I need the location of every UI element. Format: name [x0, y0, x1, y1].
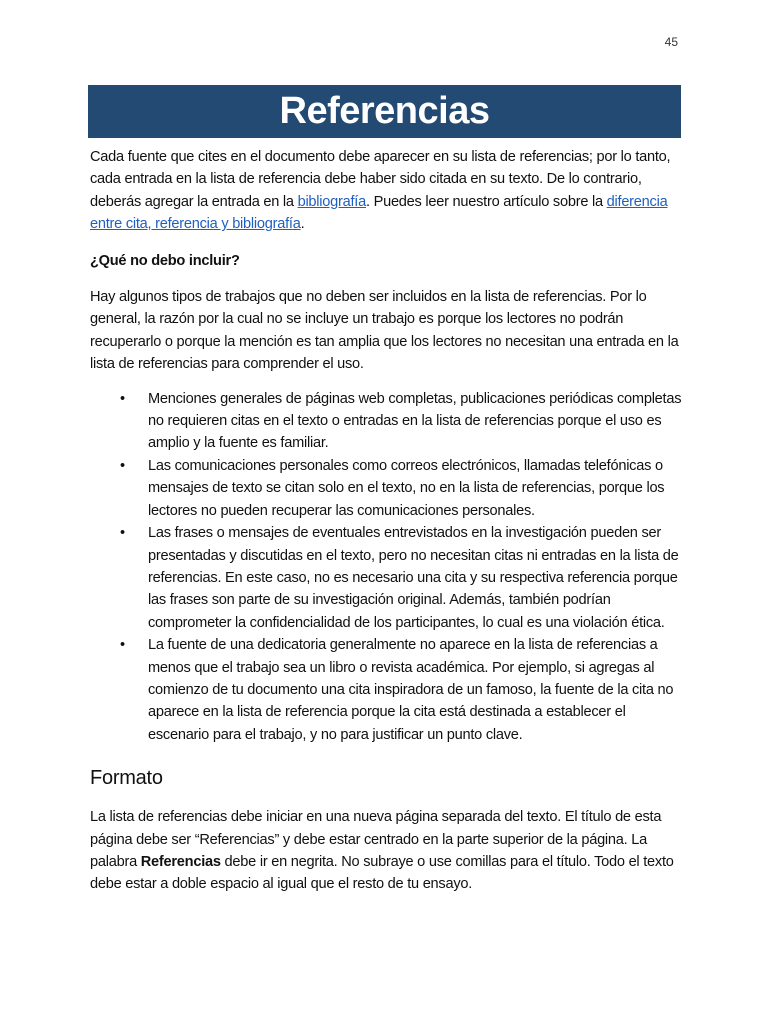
- document-body: [90, 146, 682, 896]
- bullet-list: [90, 388, 682, 747]
- title-banner: [88, 85, 681, 138]
- list-item: [120, 388, 682, 455]
- list-item-text: Las frases o mensajes de eventuales entrevistados en la investigación pueden ser presentadas y discutidas en el texto, pero no necesitan citas ni entradas en la lista de referencias. En este caso, no es necesario una cita y su respectiva referencia porque las frases son parte de su investigación original. Además, también podrían comprometer la confidencialidad de los participantes, lo cual es una violación ética.: [148, 525, 679, 631]
- difference-article-link[interactable]: diferencia entre cita, referencia y bibliografía: [90, 193, 668, 233]
- intro-text-2: . Puedes leer nuestro artículo sobre la: [365, 193, 607, 210]
- page-title: Referencias: [279, 90, 490, 132]
- format-heading: Formato: [90, 767, 163, 790]
- bullet-icon: •: [120, 457, 125, 474]
- intro-text-3: .: [300, 216, 305, 233]
- list-item: [120, 634, 682, 746]
- question-heading: ¿Qué no debo incluir?: [90, 252, 240, 269]
- bullet-icon: •: [120, 637, 125, 654]
- page-number: 45: [664, 35, 678, 49]
- intro-paragraph: [90, 146, 682, 236]
- question-paragraph: Hay algunos tipos de trabajos que no deben ser incluidos en la lista de referencias. Por lo general, la razón por la cual no se incluye un trabajo es porque los lectores no podrán recuperarlo o porque la mención es tan amplia que los lectores no necesitan una entrada en la lista de referencias para comprender el uso.: [90, 289, 679, 373]
- format-text-1: La lista de referencias debe iniciar en una nueva página separada del texto. El título de esta página debe ser “Referencias” y debe estar centrado en la parte superior de la página. La palabra: [90, 809, 662, 870]
- list-item-text: La fuente de una dedicatoria generalmente no aparece en la lista de referencias a menos que el trabajo sea un libro o revista académica. Por ejemplo, si agregas al comienzo de tu documento una cita inspiradora de un famoso, la fuente de la cita no aparece en la lista de referencia porque la cita está destinada a establecer el escenario para el trabajo, y no para justificar un punto clave.: [148, 637, 674, 743]
- bullet-icon: •: [120, 525, 125, 542]
- bullet-icon: •: [120, 390, 125, 407]
- list-item: [120, 455, 682, 522]
- format-bold-word: Referencias: [140, 853, 221, 870]
- format-text-2: debe ir en negrita. No subraye o use comillas para el título. Todo el texto debe estar a doble espacio al igual que el resto de tu ensayo.: [90, 853, 674, 893]
- list-item-text: Las comunicaciones personales como correos electrónicos, llamadas telefónicas o mensajes de texto se citan solo en el texto, no en la lista de referencias, porque los lectores no pueden recuperar las comunicaciones personales.: [148, 457, 665, 519]
- intro-text-1: Cada fuente que cites en el documento debe aparecer en su lista de referencias; por lo tanto, cada entrada en la lista de referencia debe haber sido citada en su texto. De lo contrario, deberás agregar la entrada en la: [90, 149, 671, 210]
- bibliography-link[interactable]: bibliografía: [297, 193, 366, 210]
- format-paragraph: [90, 806, 682, 896]
- list-item: [120, 522, 682, 634]
- list-item-text: Menciones generales de páginas web completas, publicaciones periódicas completas no requieren citas en el texto o entradas en la lista de referencias porque el uso es amplio y la fuente es familiar.: [148, 390, 682, 452]
